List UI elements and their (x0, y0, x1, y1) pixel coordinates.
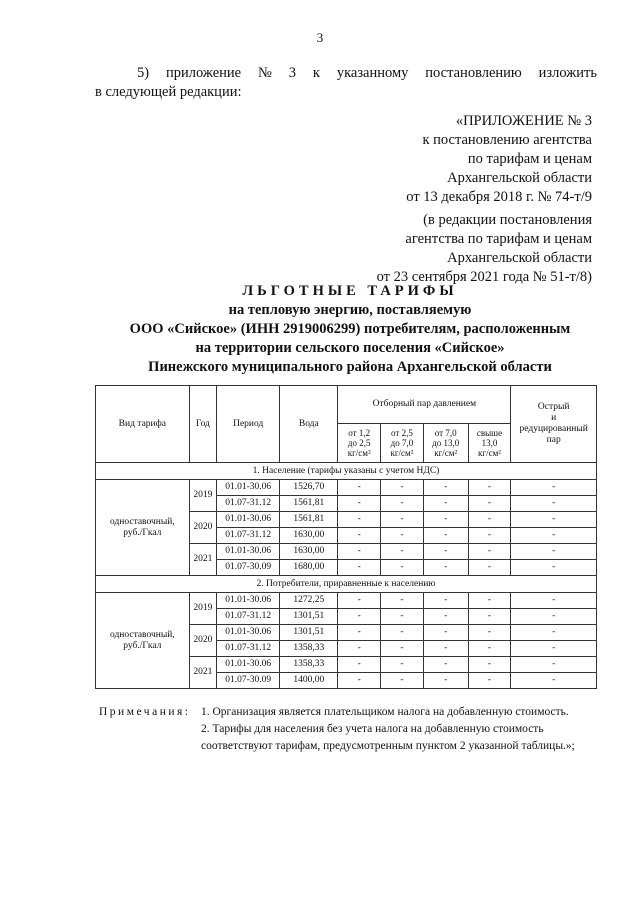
steam-cell: - (468, 657, 511, 673)
steam-cell: - (338, 593, 381, 609)
water-cell: 1630,00 (280, 528, 338, 544)
period-cell: 01.07-31.12 (217, 496, 280, 512)
intro-word: постановлению (425, 65, 522, 81)
section-row (96, 463, 597, 480)
steam-cell: - (468, 544, 511, 560)
sharp-cell: - (511, 657, 597, 673)
steam-cell: - (338, 528, 381, 544)
water-cell: 1680,00 (280, 560, 338, 576)
sub-line: от 7,0 (434, 428, 457, 438)
steam-cell: - (381, 609, 424, 625)
section-row (96, 576, 597, 593)
steam-cell: - (338, 609, 381, 625)
steam-cell: - (381, 496, 424, 512)
steam-cell: - (381, 480, 424, 496)
appendix-block (320, 112, 592, 287)
steam-cell: - (381, 657, 424, 673)
tariff-type-cell (96, 593, 190, 689)
steam-cell: - (381, 544, 424, 560)
notes-label: Примечания: (99, 706, 191, 718)
steam-cell: - (423, 609, 468, 625)
year-cell: 2021 (189, 544, 216, 576)
edition-line: Архангельской области (447, 250, 592, 266)
steam-cell: - (381, 512, 424, 528)
steam-cell: - (468, 512, 511, 528)
intro-word: указанному (336, 65, 409, 81)
year-cell: 2019 (189, 593, 216, 625)
steam-cell: - (423, 657, 468, 673)
appendix-line: к постановлению агентства (422, 132, 592, 148)
steam-cell: - (338, 625, 381, 641)
water-cell: 1526,70 (280, 480, 338, 496)
header-steam-sub-2 (381, 424, 424, 463)
intro-line-1 (95, 64, 597, 83)
title-line: ООО «Сийское» (ИНН 2919006299) потребителям, расположенным (129, 321, 571, 337)
steam-cell: - (468, 609, 511, 625)
steam-cell: - (468, 496, 511, 512)
steam-cell: - (338, 641, 381, 657)
steam-cell: - (423, 641, 468, 657)
header-steam-sub-3 (423, 424, 468, 463)
sub-line: до 7,0 (390, 438, 414, 448)
note-item: 2. Тарифы для населения без учета налога на добавленную стоимость (201, 723, 544, 735)
steam-cell: - (423, 496, 468, 512)
sub-line: до 13,0 (432, 438, 460, 448)
steam-cell: - (423, 544, 468, 560)
tariff-type-line: одноставочный, (109, 516, 175, 527)
sharp-cell: - (511, 560, 597, 576)
steam-cell: - (381, 593, 424, 609)
water-cell: 1272,25 (280, 593, 338, 609)
year-cell: 2019 (189, 480, 216, 512)
intro-word: к (312, 65, 320, 81)
section-title: 2. Потребители, приравненные к населению (96, 576, 597, 593)
appendix-line: Архангельской области (447, 170, 592, 186)
header-steam-sub-1 (338, 424, 381, 463)
period-cell: 01.07-31.12 (217, 641, 280, 657)
steam-cell: - (423, 560, 468, 576)
sharp-cell: - (511, 673, 597, 689)
steam-cell: - (338, 496, 381, 512)
title-line: на тепловую энергию, поставляемую (228, 302, 472, 318)
tariff-type-cell (96, 480, 190, 576)
steam-cell: - (468, 641, 511, 657)
edition-line: (в редакции постановления (423, 212, 592, 228)
period-cell: 01.01-30.06 (217, 593, 280, 609)
period-cell: 01.01-30.06 (217, 625, 280, 641)
note-item: 1. Организация является плательщиком налога на добавленную стоимость. (201, 706, 569, 718)
water-cell: 1301,51 (280, 625, 338, 641)
edition-line: агентства по тарифам и ценам (405, 231, 592, 247)
sub-line: от 1,2 (348, 428, 371, 438)
steam-cell: - (468, 673, 511, 689)
appendix-line: по тарифам и ценам (467, 151, 592, 167)
notes-block (95, 704, 597, 755)
tariff-table (95, 385, 597, 689)
tariff-type-line: руб./Гкал (123, 640, 162, 651)
header-row (96, 386, 597, 424)
steam-cell: - (423, 528, 468, 544)
steam-cell: - (468, 480, 511, 496)
header-steam-sub-4 (468, 424, 511, 463)
period-cell: 01.07-31.12 (217, 609, 280, 625)
steam-cell: - (423, 480, 468, 496)
sharp-cell: - (511, 625, 597, 641)
steam-cell: - (338, 673, 381, 689)
steam-cell: - (423, 673, 468, 689)
tariff-type-line: одноставочный, (109, 629, 175, 640)
steam-cell: - (468, 593, 511, 609)
steam-cell: - (468, 528, 511, 544)
header-period: Период (217, 386, 280, 463)
period-cell: 01.01-30.06 (217, 657, 280, 673)
header-sharp (511, 386, 597, 463)
page-number: 3 (316, 30, 324, 45)
header-sharp-line: Острый (537, 402, 570, 412)
sharp-cell: - (511, 641, 597, 657)
sub-line: 13,0 (481, 438, 498, 448)
tariff-type-line: руб./Гкал (123, 527, 162, 538)
intro-word: изложить (538, 65, 597, 81)
sharp-cell: - (511, 512, 597, 528)
sharp-cell: - (511, 528, 597, 544)
intro-word: 3 (288, 65, 296, 81)
sub-line: кг/см² (434, 448, 458, 458)
sub-line: до 2,5 (347, 438, 371, 448)
title-main: ЛЬГОТНЫЕ ТАРИФЫ (242, 283, 458, 299)
steam-cell: - (423, 593, 468, 609)
sub-line: кг/см² (478, 448, 501, 458)
header-steam: Отборный пар давлением (338, 386, 511, 424)
water-cell: 1301,51 (280, 609, 338, 625)
appendix-line: «ПРИЛОЖЕНИЕ № 3 (455, 113, 592, 129)
year-cell: 2021 (189, 657, 216, 689)
sub-line: кг/см² (347, 448, 371, 458)
steam-cell: - (423, 625, 468, 641)
period-cell: 01.07-31.12 (217, 528, 280, 544)
header-type: Вид тарифа (96, 386, 190, 463)
sharp-cell: - (511, 544, 597, 560)
water-cell: 1561,81 (280, 496, 338, 512)
water-cell: 1358,33 (280, 641, 338, 657)
period-cell: 01.01-30.06 (217, 544, 280, 560)
header-sharp-line: пар (546, 435, 561, 445)
year-cell: 2020 (189, 625, 216, 657)
sub-line: кг/см² (390, 448, 414, 458)
sharp-cell: - (511, 609, 597, 625)
title-line: на территории сельского поселения «Сийское» (195, 340, 505, 356)
steam-cell: - (338, 480, 381, 496)
intro-word: приложение (165, 65, 242, 81)
section-title: 1. Население (тарифы указаны с учетом НДС) (96, 463, 597, 480)
water-cell: 1561,81 (280, 512, 338, 528)
header-water: Вода (280, 386, 338, 463)
sharp-cell: - (511, 480, 597, 496)
period-cell: 01.01-30.06 (217, 512, 280, 528)
steam-cell: - (468, 625, 511, 641)
sharp-cell: - (511, 496, 597, 512)
title-line: Пинежского муниципального района Архангельской области (148, 359, 552, 375)
edition-line: от 23 сентября 2021 года № 51-т/8) (376, 269, 592, 285)
steam-cell: - (468, 560, 511, 576)
steam-cell: - (381, 641, 424, 657)
table-row (96, 593, 597, 609)
intro-word: № (258, 65, 272, 81)
period-cell: 01.07-30.09 (217, 673, 280, 689)
steam-cell: - (338, 544, 381, 560)
water-cell: 1358,33 (280, 657, 338, 673)
water-cell: 1400,00 (280, 673, 338, 689)
sub-line: от 2,5 (391, 428, 413, 438)
document-title (60, 282, 640, 377)
intro-word: 5) (137, 65, 150, 81)
table-row (96, 480, 597, 496)
header-sharp-line: и (551, 413, 557, 423)
steam-cell: - (423, 512, 468, 528)
steam-cell: - (381, 673, 424, 689)
sub-line: свыше (476, 428, 503, 438)
steam-cell: - (338, 560, 381, 576)
intro-paragraph (95, 64, 597, 102)
period-cell: 01.01-30.06 (217, 480, 280, 496)
year-cell: 2020 (189, 512, 216, 544)
water-cell: 1630,00 (280, 544, 338, 560)
steam-cell: - (338, 657, 381, 673)
steam-cell: - (381, 560, 424, 576)
steam-cell: - (381, 528, 424, 544)
header-year: Год (189, 386, 216, 463)
appendix-line: от 13 декабря 2018 г. № 74-т/9 (406, 189, 592, 205)
sharp-cell: - (511, 593, 597, 609)
steam-cell: - (381, 625, 424, 641)
note-item-continuation: соответствуют тарифам, предусмотренным пунктом 2 указанной таблицы.»; (201, 740, 575, 752)
period-cell: 01.07-30.09 (217, 560, 280, 576)
header-sharp-line: редуцированный (519, 424, 588, 434)
steam-cell: - (338, 512, 381, 528)
intro-line-2: в следующей редакции: (95, 84, 242, 100)
